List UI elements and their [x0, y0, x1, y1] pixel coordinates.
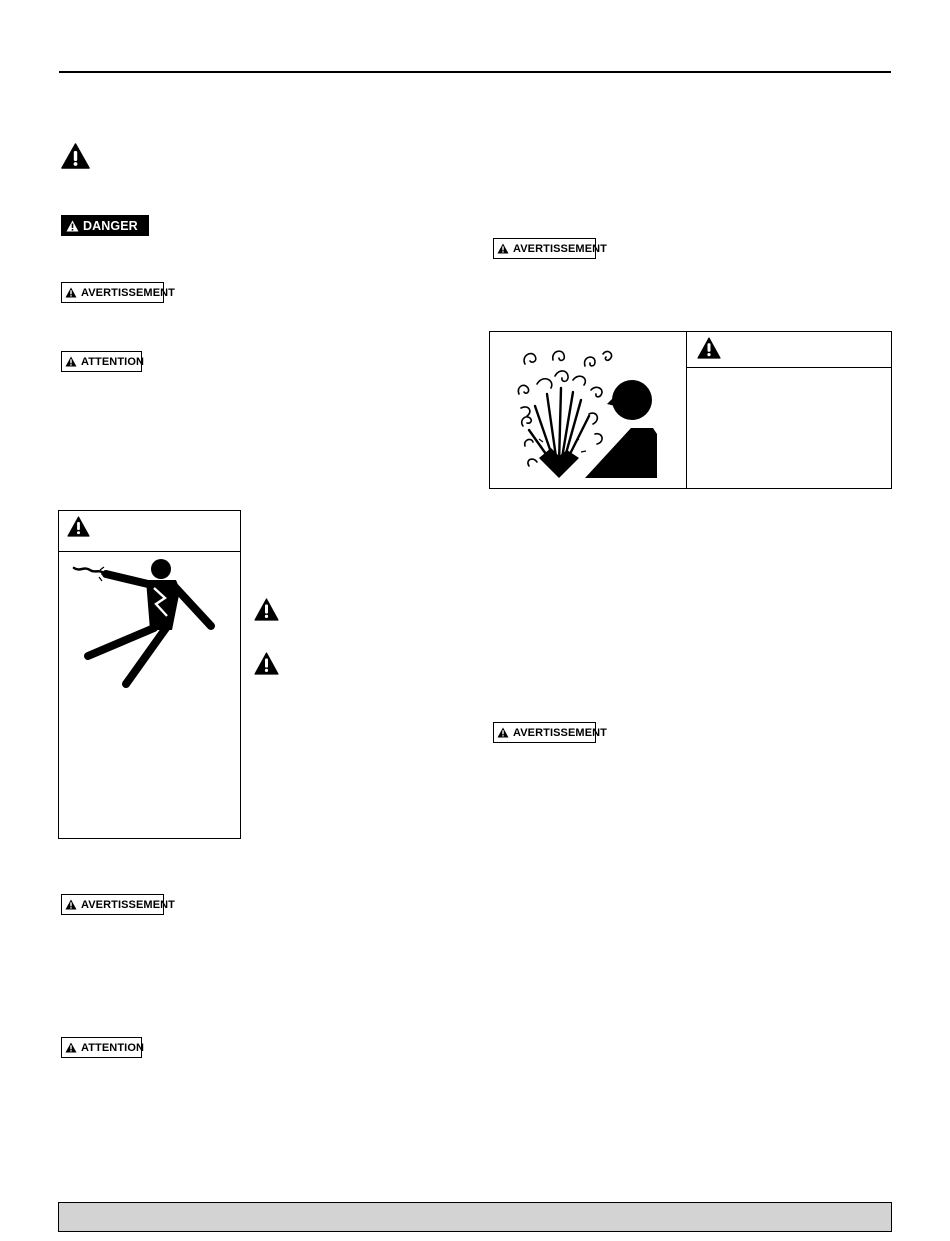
panel-divider [58, 551, 241, 552]
warning-signal-badge [493, 722, 607, 743]
caution-label: ATTENTION [81, 1041, 145, 1054]
panel-divider [686, 367, 892, 368]
danger-signal-badge [61, 215, 149, 236]
electric-shock-figure-icon [68, 558, 228, 695]
battery-explosion-figure-icon [515, 346, 660, 485]
warning-triangle-icon [65, 899, 77, 910]
footer-bar [58, 1202, 892, 1232]
safety-alert-icon [61, 143, 90, 169]
caution-label: ATTENTION [81, 355, 145, 368]
warning-triangle-icon [65, 287, 77, 298]
warning-label: AVERTISSEMENT [81, 286, 175, 299]
warning-triangle-icon [65, 1042, 77, 1053]
warning-label: AVERTISSEMENT [81, 898, 175, 911]
danger-label: DANGER [83, 218, 138, 233]
warning-triangle-icon [66, 220, 79, 232]
panel-divider [686, 331, 687, 489]
safety-alert-icon [67, 516, 90, 537]
warning-triangle-icon [65, 356, 77, 367]
warning-triangle-icon [497, 727, 509, 738]
caution-signal-badge [61, 351, 145, 372]
safety-alert-icon [697, 337, 721, 359]
warning-label: AVERTISSEMENT [513, 242, 607, 255]
warning-label: AVERTISSEMENT [513, 726, 607, 739]
warning-signal-badge [61, 894, 175, 915]
header-rule [59, 71, 891, 73]
safety-alert-icon [254, 598, 279, 621]
safety-alert-icon [254, 652, 279, 675]
caution-signal-badge [61, 1037, 145, 1058]
warning-signal-badge [61, 282, 175, 303]
warning-signal-badge [493, 238, 607, 259]
warning-triangle-icon [497, 243, 509, 254]
